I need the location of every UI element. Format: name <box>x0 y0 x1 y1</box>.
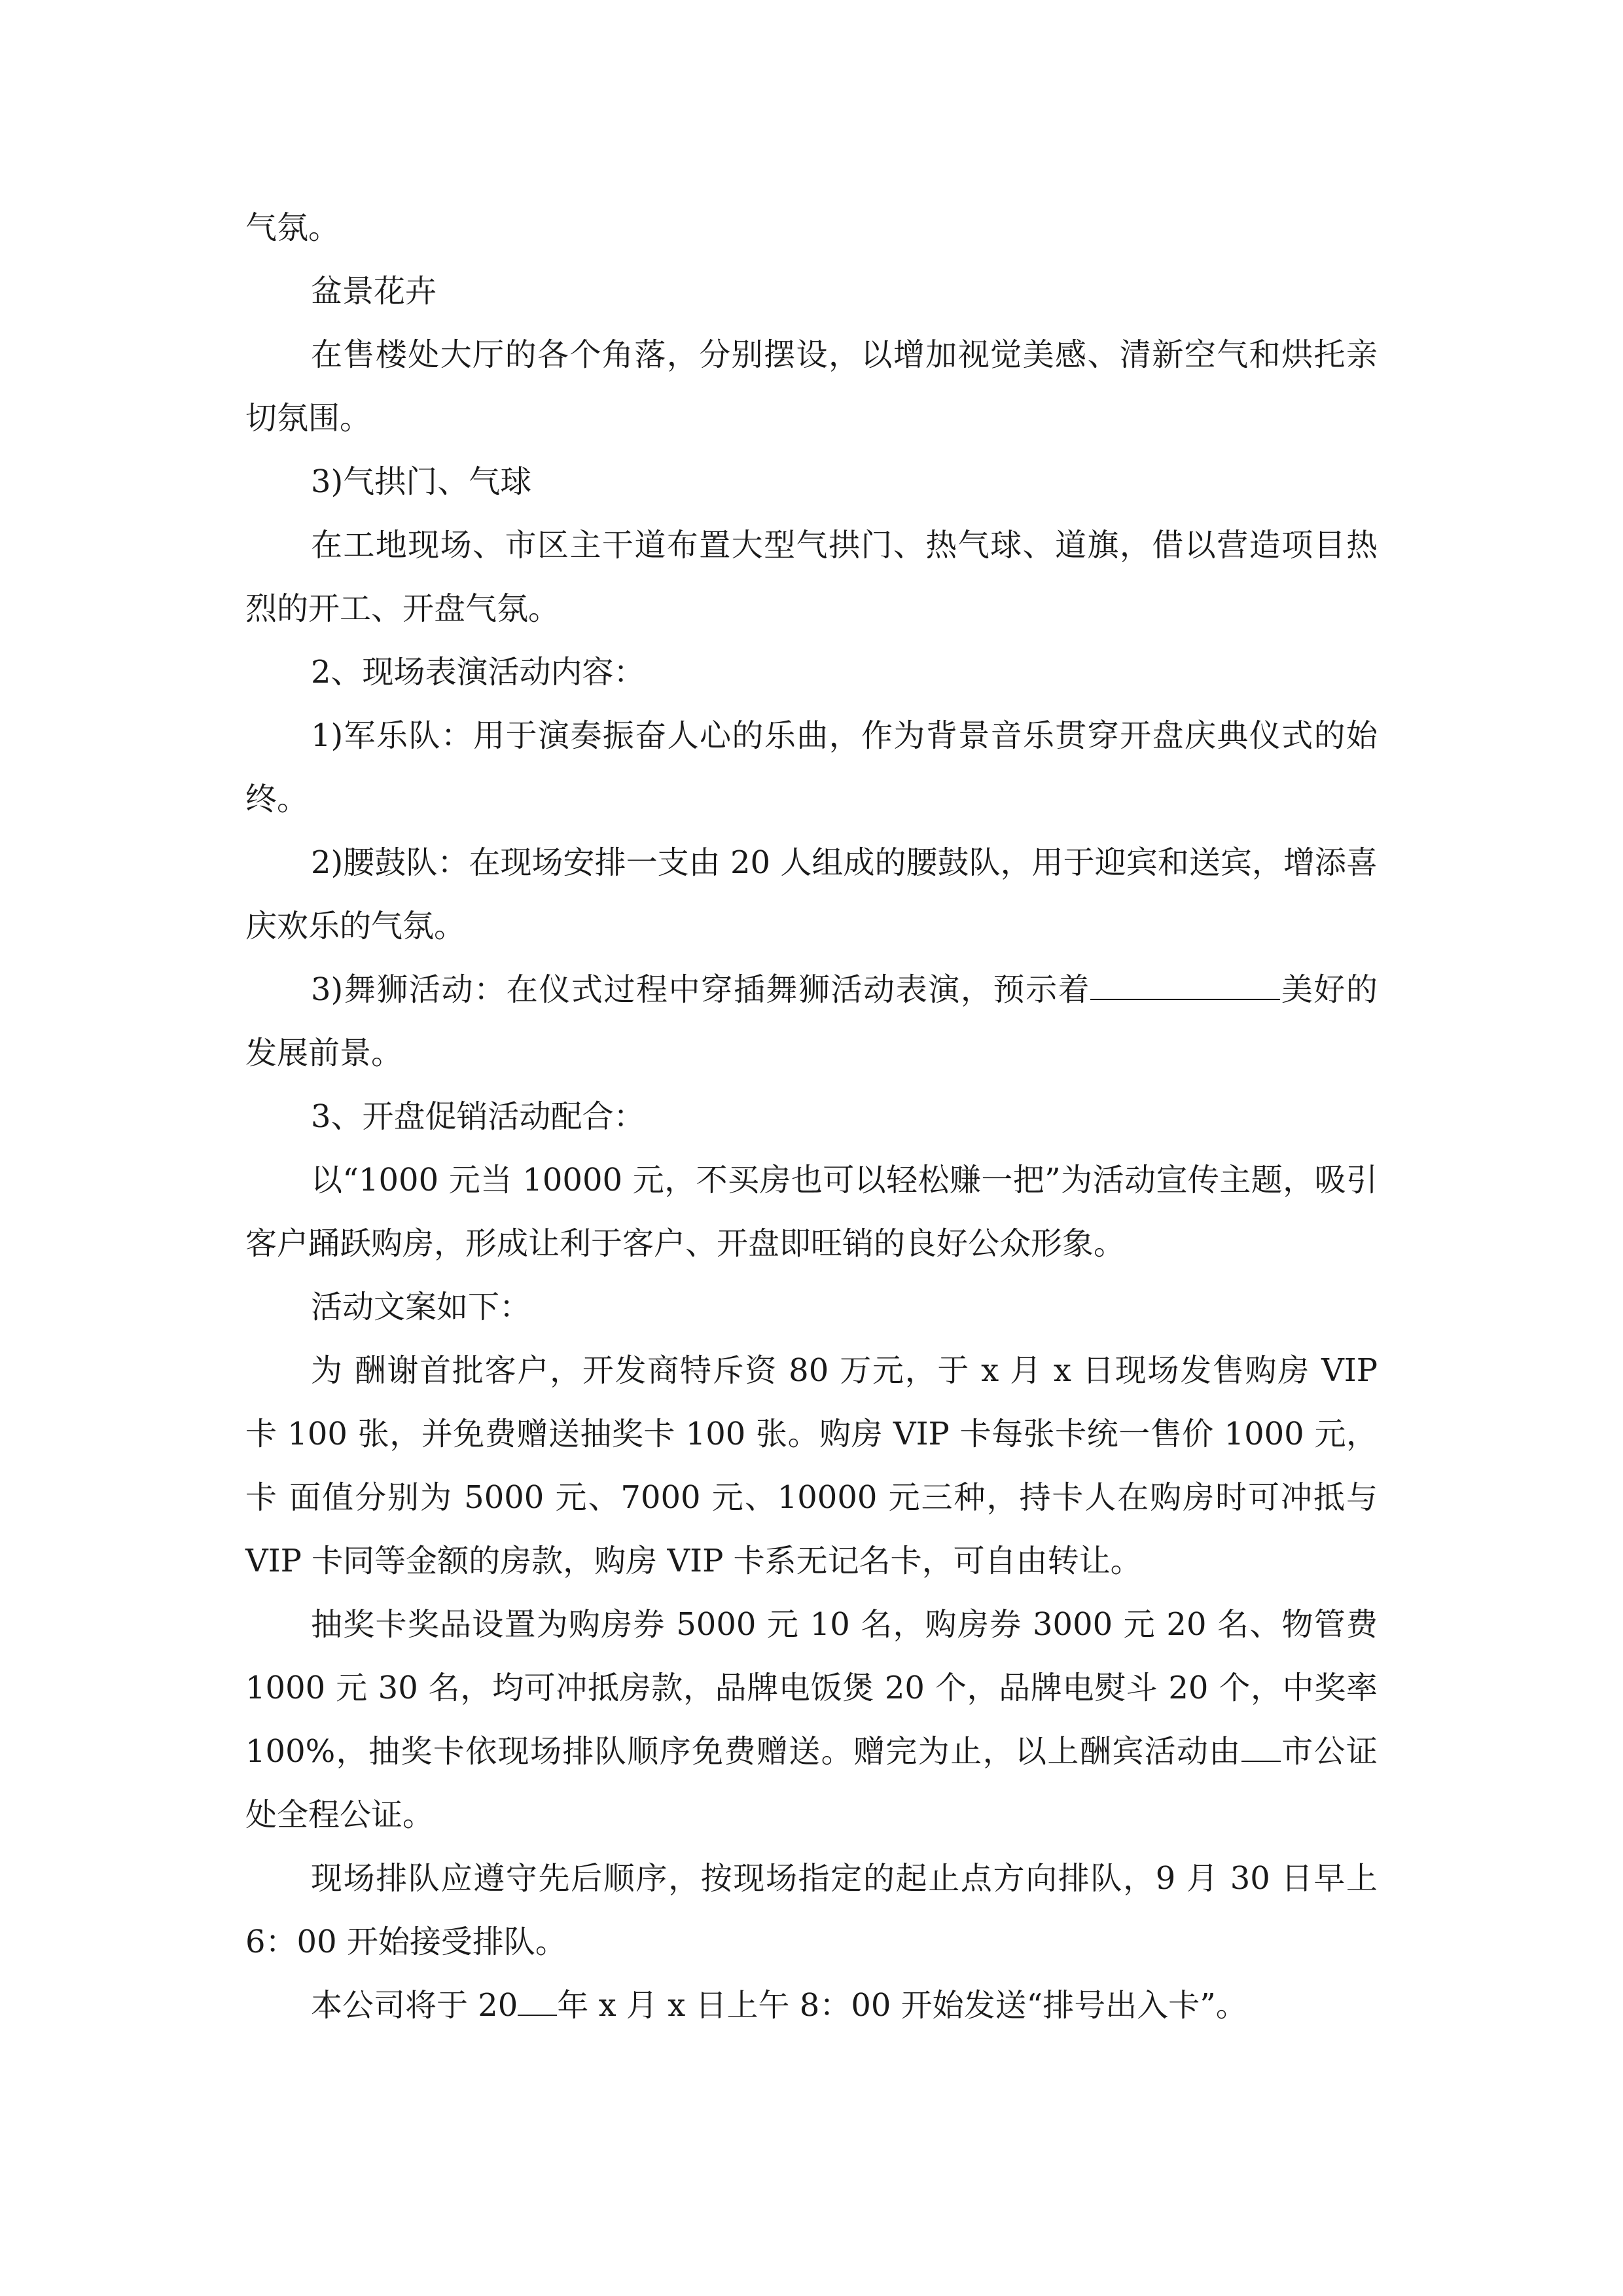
fill-in-blank <box>1241 1731 1281 1762</box>
paragraph: 2)腰鼓队：在现场安排一支由 20 人组成的腰鼓队，用于迎宾和送宾，增添喜庆欢乐的气氛。 <box>245 844 1378 944</box>
paragraph: 现场排队应遵守先后顺序，按现场指定的起止点方向排队，9 月 30 日早上 6：00 开始接受排队。 <box>245 1860 1378 1960</box>
paragraph: 气氛。 <box>245 209 340 246</box>
paragraph: 在工地现场、市区主干道布置大型气拱门、热气球、道旗，借以营造项目热烈的开工、开盘气氛。 <box>245 527 1378 627</box>
paragraph <box>245 958 1378 1085</box>
paragraph: 1)军乐队：用于演奏振奋人心的乐曲，作为背景音乐贯穿开盘庆典仪式的始终。 <box>245 717 1378 817</box>
text-run: 本公司将于 20 <box>311 1987 518 2024</box>
paragraph <box>245 1974 1378 2037</box>
paragraph: 在售楼处大厅的各个角落，分别摆设，以增加视觉美感、清新空气和烘托亲切氛围。 <box>245 336 1378 437</box>
fill-in-blank <box>1090 969 1280 1000</box>
section-heading: 3)气拱门、气球 <box>311 463 532 500</box>
text-run: 3)舞狮活动：在仪式过程中穿插舞狮活动表演，预示着 <box>311 971 1091 1008</box>
document-body <box>245 196 1378 2037</box>
text-run: 美好的发展前景。 <box>245 971 1378 1071</box>
paragraph: 活动文案如下： <box>311 1289 531 1325</box>
paragraph: 为 酬谢首批客户，开发商特斥资 80 万元，于 x 月 x 日现场发售购房 VIP 卡 100 张，并免费赠送抽奖卡 100 张。购房 VIP 卡每张卡统一售价 1000 元，卡 面值分别为 5000 元、7000 元、10000 元三种，持卡人在购房时可冲抵与 VIP 卡同等金额的房款，购房 VIP 卡系无记名卡，可自由转让。 <box>245 1352 1378 1579</box>
text-run: 年 x 月 x 日上午 8：00 开始发送“排号出入卡”。 <box>557 1987 1247 2024</box>
section-heading: 盆景花卉 <box>311 273 437 310</box>
section-heading: 2、现场表演活动内容： <box>311 654 645 691</box>
paragraph <box>245 1593 1378 1847</box>
fill-in-blank <box>518 1984 557 2016</box>
paragraph: 以“1000 元当 10000 元，不买房也可以轻松赚一把”为活动宣传主题，吸引客户踊跃购房，形成让利于客户、开盘即旺销的良好公众形象。 <box>245 1162 1378 1262</box>
text-run: 市公证处全程公证。 <box>245 1733 1378 1833</box>
section-heading: 3、开盘促销活动配合： <box>311 1098 645 1135</box>
text-run: 抽奖卡奖品设置为购房券 5000 元 10 名，购房券 3000 元 20 名、物管费 1000 元 30 名，均可冲抵房款，品牌电饭煲 20 个，品牌电熨斗 20 个，中奖率 100%，抽奖卡依现场排队顺序免费赠送。赠完为止，以上酬宾活动由 <box>245 1606 1378 1770</box>
